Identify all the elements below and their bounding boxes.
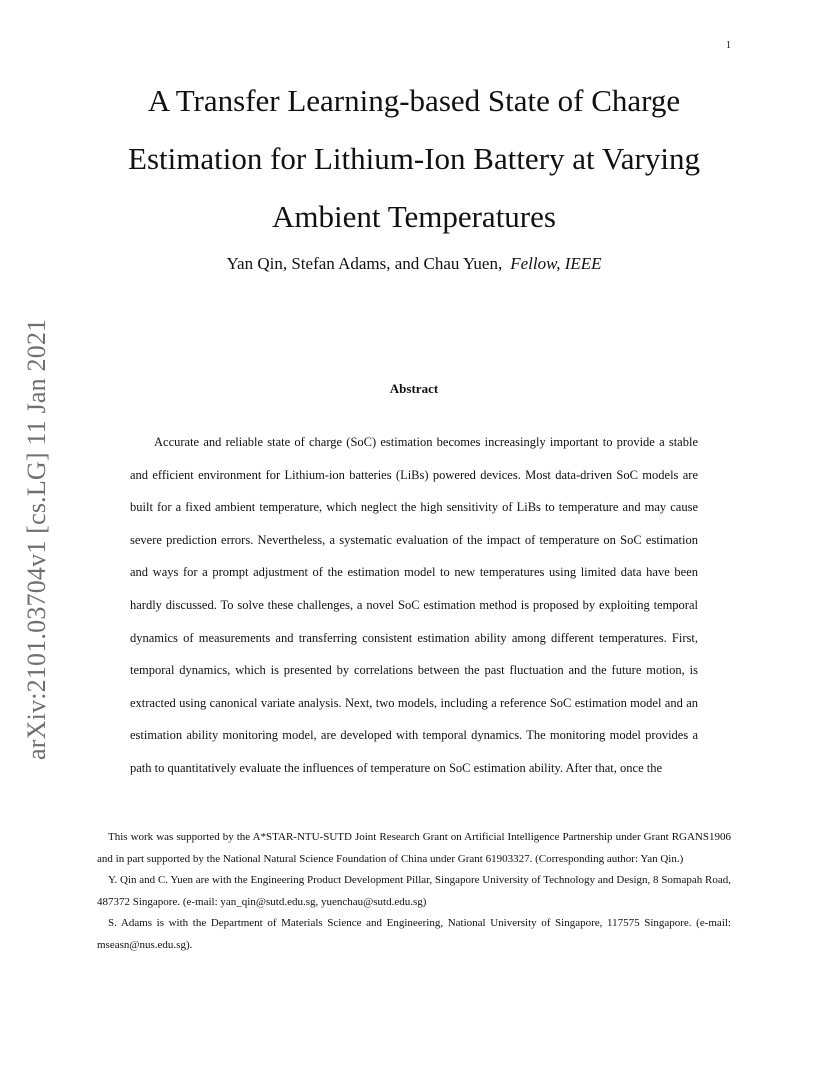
abstract-heading: Abstract <box>389 381 439 396</box>
page-number: 1 <box>726 40 731 51</box>
footnote-affiliation-nus: S. Adams is with the Department of Materials Science and Engineering, National University of Singapore, 117575 Singapore. (e-mail: mseasn@nus.edu.sg). <box>97 917 731 951</box>
title-line: Ambient Temperatures <box>272 199 556 234</box>
paper-title <box>60 72 768 246</box>
footnote-affiliation-sutd: Y. Qin and C. Yuen are with the Engineering Product Development Pillar, Singapore University of Technology and Design, 8 Somapah Road, 487372 Singapore. (e-mail: yan_qin@sutd.edu.sg, yuenchau@sutd.edu.sg) <box>97 874 731 908</box>
arxiv-identifier: arXiv:2101.03704v1 [cs.LG] 11 Jan 2021 <box>22 318 51 760</box>
author-fellow-title: Fellow, IEEE <box>510 254 602 273</box>
footnote-funding: This work was supported by the A*STAR-NTU-SUTD Joint Research Grant on Artificial Intelligence Partnership under Grant RGANS1906 and in part supported by the National Natural Science Foundation of China under Grant 61903327. (Corresponding author: Yan Qin.) <box>97 831 731 865</box>
author-list <box>60 254 768 274</box>
title-line: A Transfer Learning-based State of Charge <box>147 83 681 118</box>
title-line: Estimation for Lithium-Ion Battery at Varying <box>128 141 700 176</box>
author-names: Yan Qin, Stefan Adams, and Chau Yuen, <box>226 254 503 273</box>
footnotes <box>97 827 731 956</box>
abstract-body: Accurate and reliable state of charge (SoC) estimation becomes increasingly important to provide a stable and efficient environment for Lithium-ion batteries (LiBs) powered devices. Most data-driven SoC models are built for a fixed ambient temperature, which neglect the high sensitivity of LiBs to temperature and may cause severe prediction errors. Nevertheless, a systematic evaluation of the impact of temperature on SoC estimation and ways for a prompt adjustment of the estimation model to new temperatures using limited data have been hardly discussed. To solve these challenges, a novel SoC estimation method is proposed by exploiting temporal dynamics of measurements and transferring consistent estimation ability among different temperatures. First, temporal dynamics, which is presented by correlations between the past fluctuation and the future motion, is extracted using canonical variate analysis. Next, two models, including a reference SoC estimation model and an estimation ability monitoring model, are developed with temporal dynamics. The monitoring model provides a path to quantitatively evaluate the influences of temperature on SoC estimation ability. After that, once the <box>130 435 698 775</box>
